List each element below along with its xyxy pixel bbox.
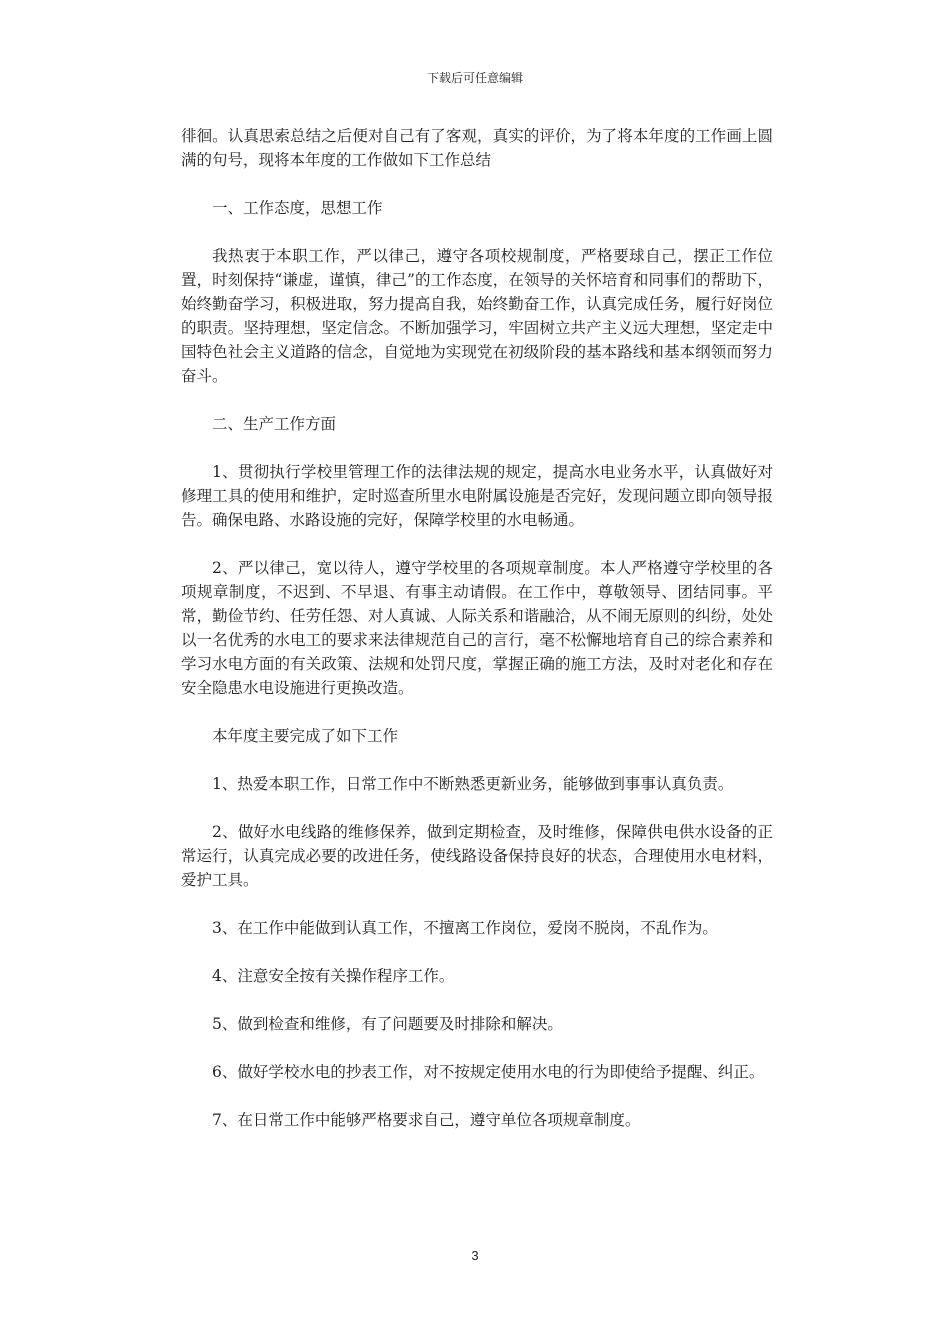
paragraph-work-attitude: 我热衷于本职工作，严以律己，遵守各项校规制度，严格要球自己，摆正工作位置，时刻保持“谦虚，谨慎，律己”的工作态度，在领导的关怀培育和同事们的帮助下，始终勤奋学习，积极进取，努力提高自我，始终勤奋工作，认真完成任务，履行好岗位的职责。坚持理想，坚定信念。不断加强学习，牢固树立共产主义远大理想，坚定走中国特色社会主义道路的信念，自觉地为实现党在初级阶段的基本路线和基本纲领而努力奋斗。 — [181, 247, 773, 385]
page-number: 3 — [471, 1248, 479, 1263]
list-item-completed-3: 3、在工作中能做到认真工作，不擅离工作岗位，爱岗不脱岗，不乱作为。 — [212, 919, 718, 937]
list-item-completed-5: 5、做到检查和维修，有了问题要及时排除和解决。 — [212, 1015, 563, 1033]
paragraph-intro: 徘徊。认真思索总结之后便对自己有了客观，真实的评价，为了将本年度的工作画上圆满的句号，现将本年度的工作做如下工作总结 — [181, 127, 773, 169]
list-item-completed-2: 2、做好水电线路的维修保养，做到定期检查，及时维修，保障供电供水设备的正常运行，认真完成必要的改进任务，使线路设备保持良好的状态，合理使用水电材料，爱护工具。 — [181, 823, 773, 889]
list-item-completed-7: 7、在日常工作中能够严格要求自己，遵守单位各项规章制度。 — [212, 1111, 641, 1129]
document-body — [181, 124, 773, 1156]
section-heading-production-work: 二、生产工作方面 — [212, 415, 337, 433]
list-item-completed-1: 1、热爱本职工作，日常工作中不断熟悉更新业务，能够做到事事认真负责。 — [212, 775, 734, 793]
page-header: 下载后可任意编辑 — [426, 71, 523, 85]
paragraph-production-1: 1、贯彻执行学校里管理工作的法律法规的规定，提高水电业务水平，认真做好对修理工具的使用和维护，定时巡查所里水电附属设施是否完好，发现问题立即向领导报告。确保电路、水路设施的完好，保障学校里的水电畅通。 — [181, 463, 773, 529]
section-heading-work-attitude: 一、工作态度，思想工作 — [212, 199, 383, 217]
paragraph-production-2: 2、严以律己，宽以待人，遵守学校里的各项规章制度。本人严格遵守学校里的各项规章制度，不迟到、不早退、有事主动请假。在工作中，尊敬领导、团结同事。平常，勤俭节约、任劳任怨、对人真诚、人际关系和谐融洽，从不闹无原则的纠纷，处处以一名优秀的水电工的要求来法律规范自己的言行，毫不松懈地培育自己的综合素养和学习水电方面的有关政策、法规和处罚尺度，掌握正确的施工方法，及时对老化和存在安全隐患水电设施进行更换改造。 — [181, 559, 773, 697]
list-item-completed-4: 4、注意安全按有关操作程序工作。 — [212, 967, 455, 985]
section-heading-completed-work: 本年度主要完成了如下工作 — [212, 727, 399, 745]
list-item-completed-6: 6、做好学校水电的抄表工作，对不按规定使用水电的行为即使给予提醒、纠正。 — [212, 1063, 765, 1081]
